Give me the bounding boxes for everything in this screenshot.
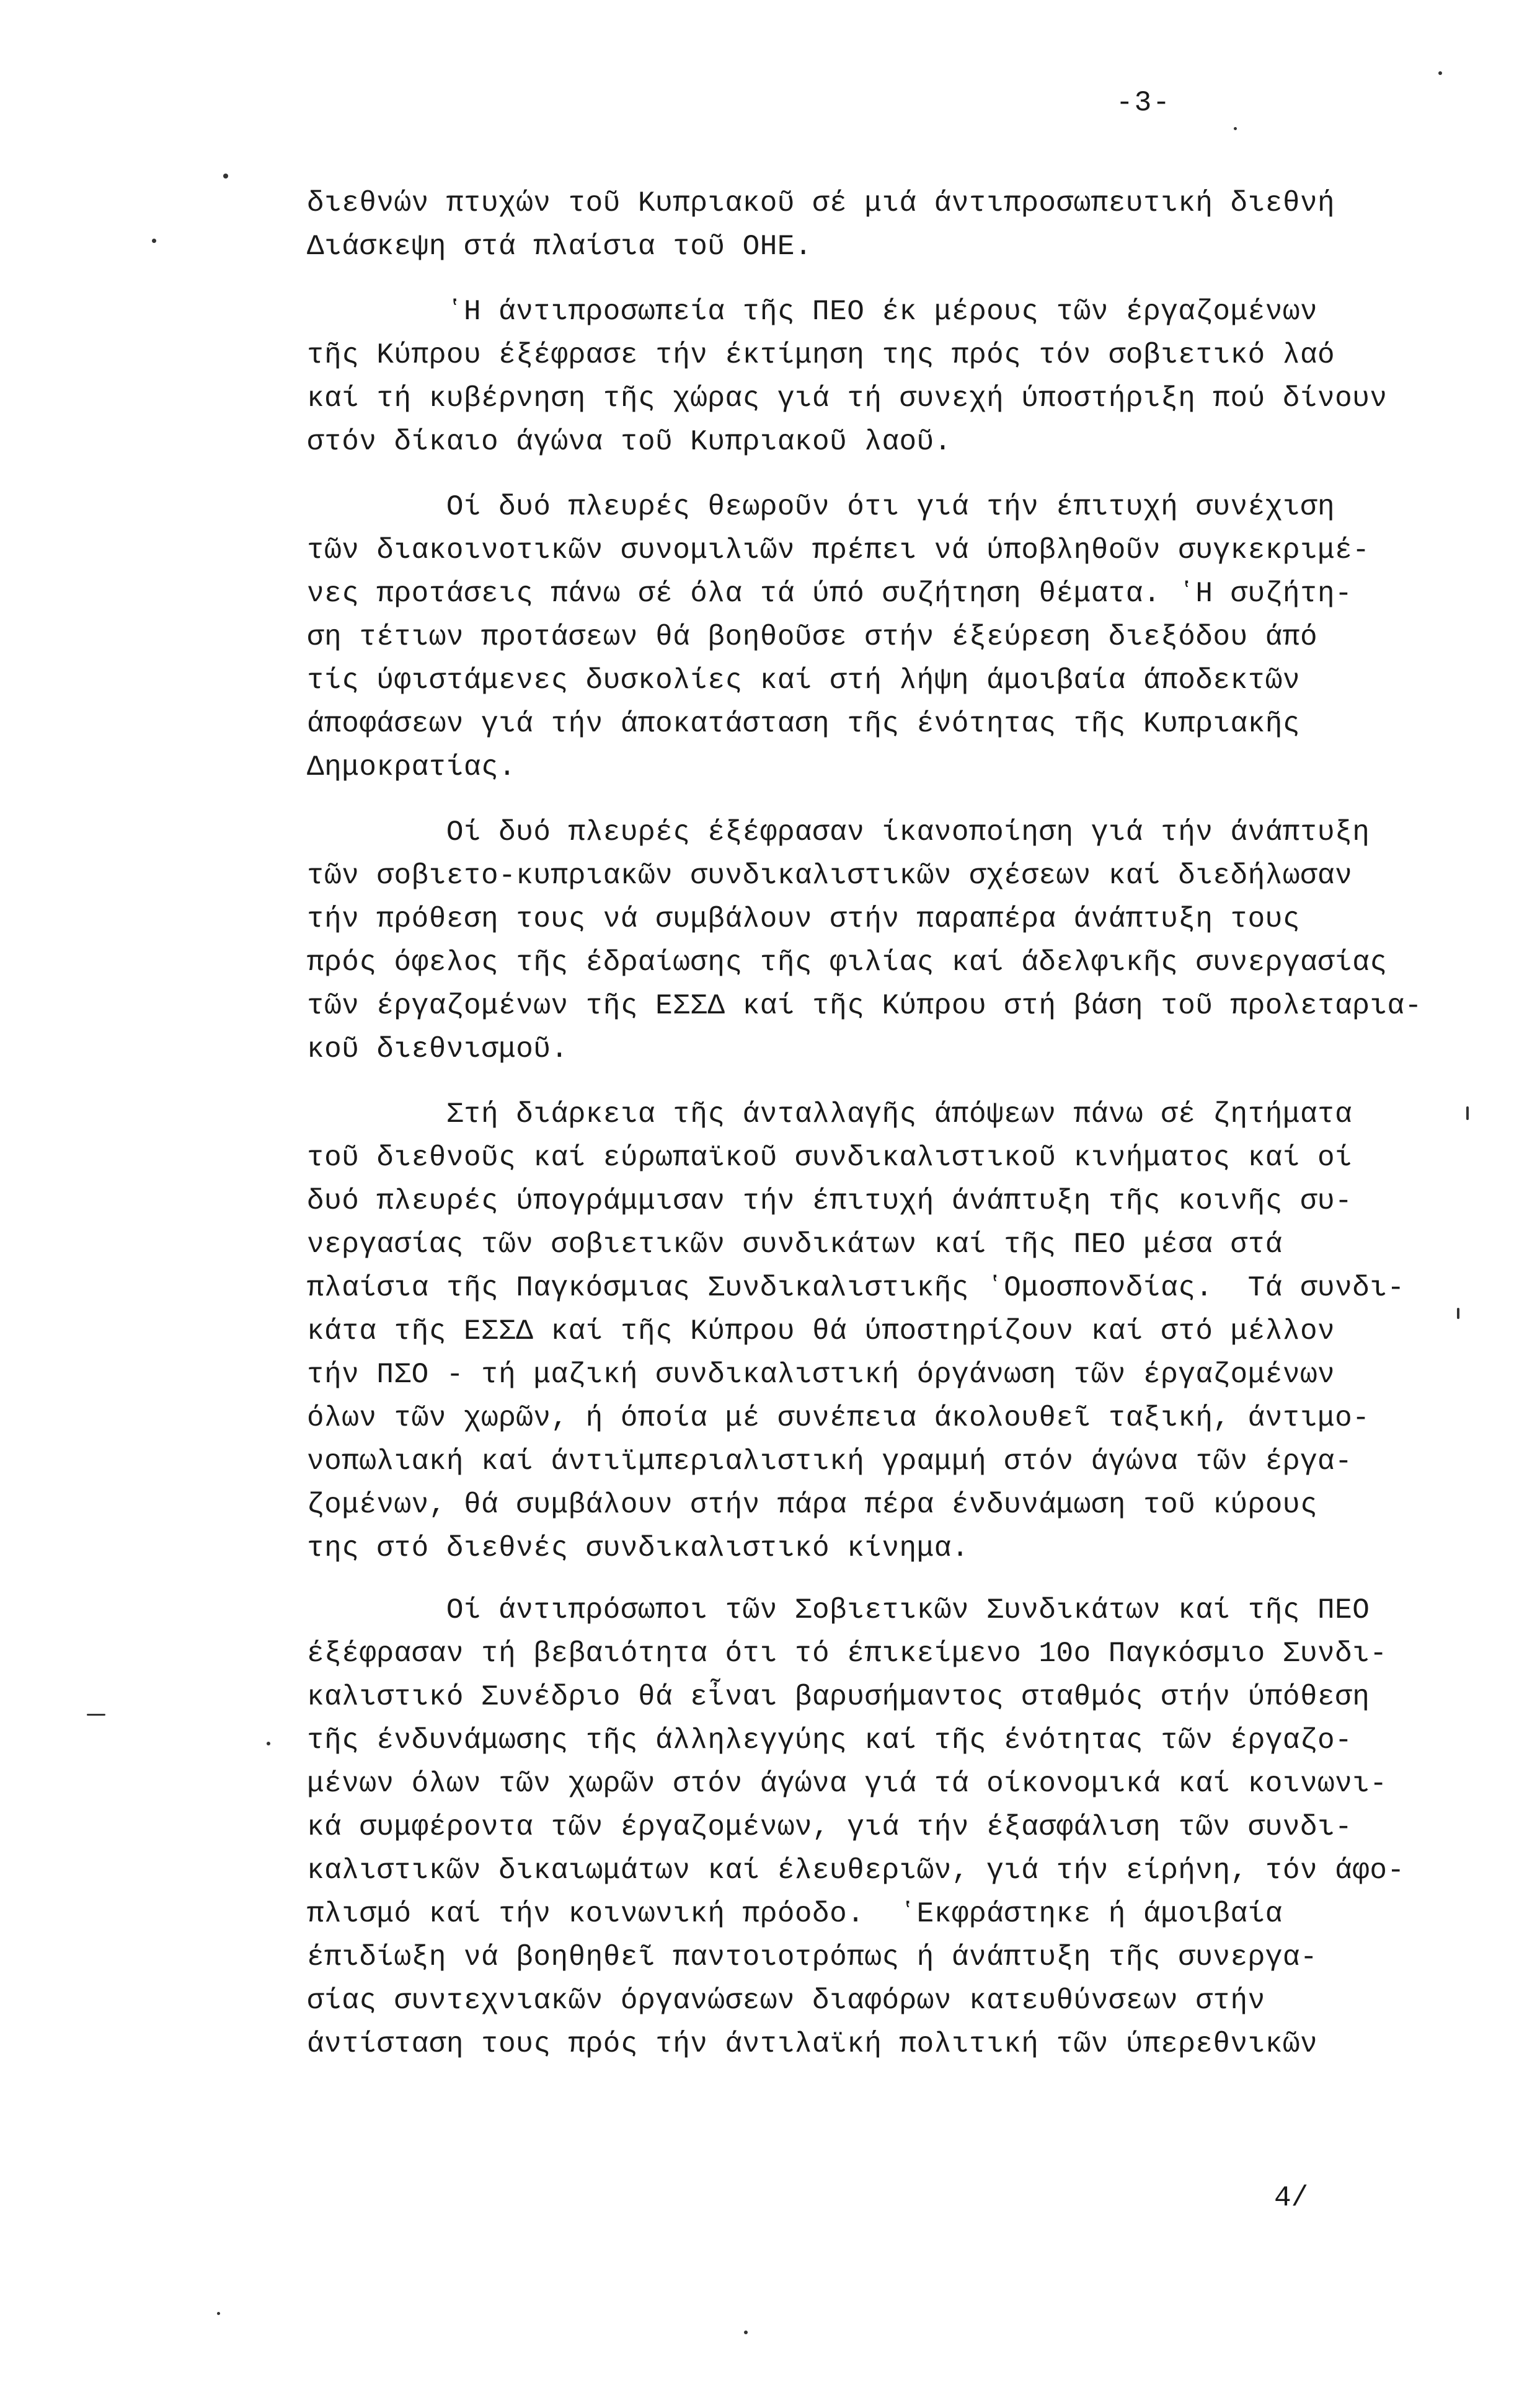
text-line: ζομένων, θά συμβάλουν στήν πάρα πέρα ένδυνάμωση τοῦ κύρους xyxy=(307,1489,1318,1521)
text-line: τῶν διακοινοτικῶν συνομιλιῶν πρέπει νά ύποβληθοῦν συγκεκριμέ- xyxy=(307,534,1370,567)
text-line: Στή διάρκεια τῆς άνταλλαγῆς άπόψεων πάνω σέ ζητήματα xyxy=(307,1098,1353,1131)
text-line: τῆς ένδυνάμωσης τῆς άλληλεγγύης καί τῆς ένότητας τῶν έργαζο- xyxy=(307,1724,1353,1757)
text-line: τήν ΠΣΟ - τή μαζική συνδικαλιστική όργάνωση τῶν έργαζομένων xyxy=(307,1359,1335,1391)
text-line: διεθνών πτυχών τοῦ Κυπριακοῦ σέ μιά άντιπροσωπευτική διεθνή xyxy=(307,187,1335,219)
text-line: τίς ύφιστάμενες δυσκολίες καί στή λήψη άμοιβαία άποδεκτῶν xyxy=(307,664,1300,697)
text-line: νοπωλιακή καί άντιϊμπεριαλιστική γραμμή στόν άγώνα τῶν έργα- xyxy=(307,1445,1353,1478)
scan-speck xyxy=(1234,127,1237,130)
text-line: άποφάσεων γιά τήν άποκατάσταση τῆς ένότητας τῆς Κυπριακῆς xyxy=(307,708,1300,740)
text-line: σίας συντεχνιακῶν όργανώσεων διαφόρων κατευθύνσεων στήν xyxy=(307,1985,1265,2017)
text-line: πλισμό καί τήν κοινωνική πρόοδο. ʽΕκφράστηκε ή άμοιβαία xyxy=(307,1898,1283,1930)
text-line: νες προτάσεις πάνω σέ όλα τά ύπό συζήτηση θέματα. ʽΗ συζήτη- xyxy=(307,578,1353,610)
text-line: έπιδίωξη νά βοηθηθεῖ παντοιοτρόπως ή άνάπτυξη τῆς συνεργα- xyxy=(307,1941,1318,1974)
text-line: κοῦ διεθνισμοῦ. xyxy=(307,1033,569,1065)
text-line: μένων όλων τῶν χωρῶν στόν άγώνα γιά τά οίκονομικά καί κοινωνι- xyxy=(307,1768,1388,1800)
text-line: πλαίσια τῆς Παγκόσμιας Συνδικαλιστικῆς ʽΟμοσπονδίας. Τά συνδι- xyxy=(307,1272,1405,1304)
text-line: τήν πρόθεση τους νά συμβάλουν στήν παραπέρα άνάπτυξη τους xyxy=(307,903,1300,935)
text-line: καλιστικό Συνέδριο θά εἶναι βαρυσήμαντος σταθμός στήν ύπόθεση xyxy=(307,1681,1370,1713)
text-line: νεργασίας τῶν σοβιετικῶν συνδικάτων καί τῆς ΠΕΟ μέσα στά xyxy=(307,1228,1283,1261)
text-line: ʽΗ άντιπροσωπεία τῆς ΠΕΟ έκ μέρους τῶν έργαζομένων xyxy=(307,296,1318,328)
text-line: κάτα τῆς ΕΣΣΔ καί τῆς Κύπρου θά ύποστηρίζουν καί στό μέλλον xyxy=(307,1315,1335,1347)
text-line: Οί δυό πλευρές θεωροῦν ότι γιά τήν έπιτυχή συνέχιση xyxy=(307,491,1335,523)
text-line: δυό πλευρές ύπογράμμισαν τήν έπιτυχή άνάπτυξη τῆς κοινῆς συ- xyxy=(307,1185,1353,1217)
scan-speck xyxy=(152,239,156,243)
text-line: τῶν σοβιετο-κυπριακῶν συνδικαλιστικῶν σχέσεων καί διεδήλωσαν xyxy=(307,860,1353,892)
text-line: άντίσταση τους πρός τήν άντιλαϊκή πολιτική τῶν ύπερεθνικῶν xyxy=(307,2028,1318,2060)
text-line: τοῦ διεθνοῦς καί εύρωπαϊκοῦ συνδικαλιστικοῦ κινήματος καί οί xyxy=(307,1142,1353,1174)
continuation-marker: 4/ xyxy=(1274,2182,1309,2214)
text-line: στόν δίκαιο άγώνα τοῦ Κυπριακοῦ λαοῦ. xyxy=(307,426,952,458)
scan-speck xyxy=(267,1742,270,1745)
text-line: Οί άντιπρόσωποι τῶν Σοβιετικῶν Συνδικάτων καί τῆς ΠΕΟ xyxy=(307,1594,1370,1626)
scan-speck xyxy=(223,174,228,179)
text-line: τῆς Κύπρου έξέφρασε τήν έκτίμηση της πρός τόν σοβιετικό λαό xyxy=(307,339,1335,371)
text-line: τῶν έργαζομένων τῆς ΕΣΣΔ καί τῆς Κύπρου στή βάση τοῦ προλεταρια- xyxy=(307,990,1422,1022)
scan-speck xyxy=(87,1714,105,1716)
text-line: όλων τῶν χωρῶν, ή όποία μέ συνέπεια άκολουθεῖ ταξική, άντιμο- xyxy=(307,1402,1370,1434)
text-line: Οί δυό πλευρές έξέφρασαν ίκανοποίηση γιά τήν άνάπτυξη xyxy=(307,816,1370,849)
text-line: ση τέτιων προτάσεων θά βοηθοῦσε στήν έξεύρεση διεξόδου άπό xyxy=(307,621,1318,653)
text-line: Διάσκεψη στά πλαίσια τοῦ ΟΗΕ. xyxy=(307,231,813,263)
scan-speck xyxy=(1438,71,1442,75)
scan-speck xyxy=(1466,1106,1469,1120)
text-line: πρός όφελος τῆς έδραίωσης τῆς φιλίας καί άδελφικῆς συνεργασίας xyxy=(307,946,1388,979)
text-line: της στό διεθνές συνδικαλιστικό κίνημα. xyxy=(307,1532,969,1564)
text-line: καλιστικῶν δικαιωμάτων καί έλευθεριῶν, γιά τήν είρήνη, τόν άφο- xyxy=(307,1855,1405,1887)
page-number: -3- xyxy=(1116,87,1171,119)
text-line: έξέφρασαν τή βεβαιότητα ότι τό έπικείμενο 10ο Παγκόσμιο Συνδι- xyxy=(307,1638,1388,1670)
text-line: κά συμφέροντα τῶν έργαζομένων, γιά τήν έξασφάλιση τῶν συνδι- xyxy=(307,1811,1353,1843)
scan-speck xyxy=(1457,1308,1459,1319)
text-line: καί τή κυβέρνηση τῆς χώρας γιά τή συνεχή ύποστήριξη πού δίνουν xyxy=(307,382,1388,415)
scan-speck xyxy=(217,2312,220,2315)
text-line: Δημοκρατίας. xyxy=(307,751,516,783)
scan-speck xyxy=(744,2331,748,2334)
